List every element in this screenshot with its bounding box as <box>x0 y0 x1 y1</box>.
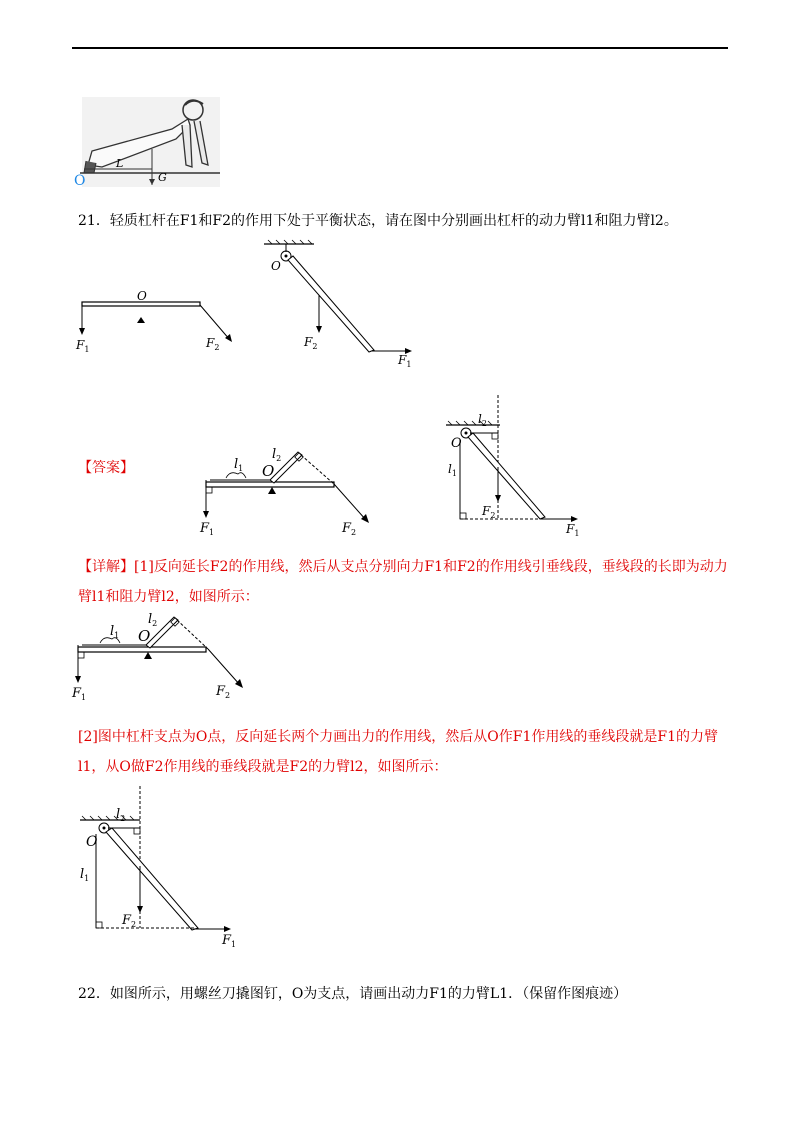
label-o-corner: O <box>74 173 86 189</box>
label-F1: $F_1$ <box>200 521 215 537</box>
label-F1: $F_1$ <box>222 933 237 949</box>
label-F1: $F_1$ <box>76 338 90 354</box>
label-O: O <box>137 289 147 303</box>
detail-figure-horizontal <box>70 605 260 703</box>
label-O: O <box>138 627 151 645</box>
label-L: L <box>116 157 124 170</box>
label-l2: $l_2$ <box>148 612 158 628</box>
detail-para1: 【详解】[1]反向延长F2的作用线，然后从支点分别向力F1和F2的作用线引垂线段，垂线段的长即为动力臂l1和阻力臂l2，如图所示： <box>78 559 728 605</box>
label-O: O <box>86 834 98 850</box>
label-F1: $F_1$ <box>72 686 87 702</box>
answer-figure-horizontal <box>198 440 388 538</box>
pushup-figure <box>72 95 222 190</box>
label-l2: $l_2$ <box>272 447 282 463</box>
label-G: G <box>158 171 167 184</box>
label-l1: $l_1$ <box>80 867 90 883</box>
label-F2: $F_2$ <box>342 521 357 537</box>
label-l1: $l_1$ <box>110 624 120 640</box>
label-F2: $F_2$ <box>482 504 496 520</box>
answer-tag: 【答案】 <box>78 460 134 476</box>
label-l1: $l_1$ <box>448 462 457 478</box>
label-F2: $F_2$ <box>304 335 318 351</box>
detail-para2: [2]图中杠杆支点为O点，反向延长两个力画出力的作用线，然后从O作F1作用线的垂线段就是F1的力臂l1，从O做F2作用线的垂线段就是F2的力臂l2，如图所示： <box>78 729 719 775</box>
label-l1: $l_1$ <box>234 457 244 473</box>
q21-figure-lever-horizontal <box>74 285 244 355</box>
answer-figure-hanging <box>442 395 592 540</box>
label-l2: $l_2$ <box>116 807 126 823</box>
q21-figure-lever-hanging <box>262 240 422 370</box>
label-F1: $F_1$ <box>398 353 412 369</box>
label-F2: $F_2$ <box>122 913 137 929</box>
label-F2: $F_2$ <box>206 336 220 352</box>
detail-figure-hanging <box>76 786 246 952</box>
header-rule <box>72 47 728 49</box>
label-O: O <box>451 436 462 451</box>
q21-text: 21．轻质杠杆在F1和F2的作用下处于平衡状态，请在图中分别画出杠杆的动力臂l1和阻力臂l2。 <box>78 213 678 229</box>
q22-text: 22．如图所示，用螺丝刀撬图钉，O为支点，请画出动力F1的力臂L1．（保留作图痕迹） <box>78 986 628 1002</box>
label-O: O <box>271 259 281 273</box>
label-O: O <box>262 462 275 480</box>
label-F2: $F_2$ <box>216 684 231 700</box>
label-l2: $l_2$ <box>478 412 487 428</box>
label-F1: $F_1$ <box>566 522 580 538</box>
